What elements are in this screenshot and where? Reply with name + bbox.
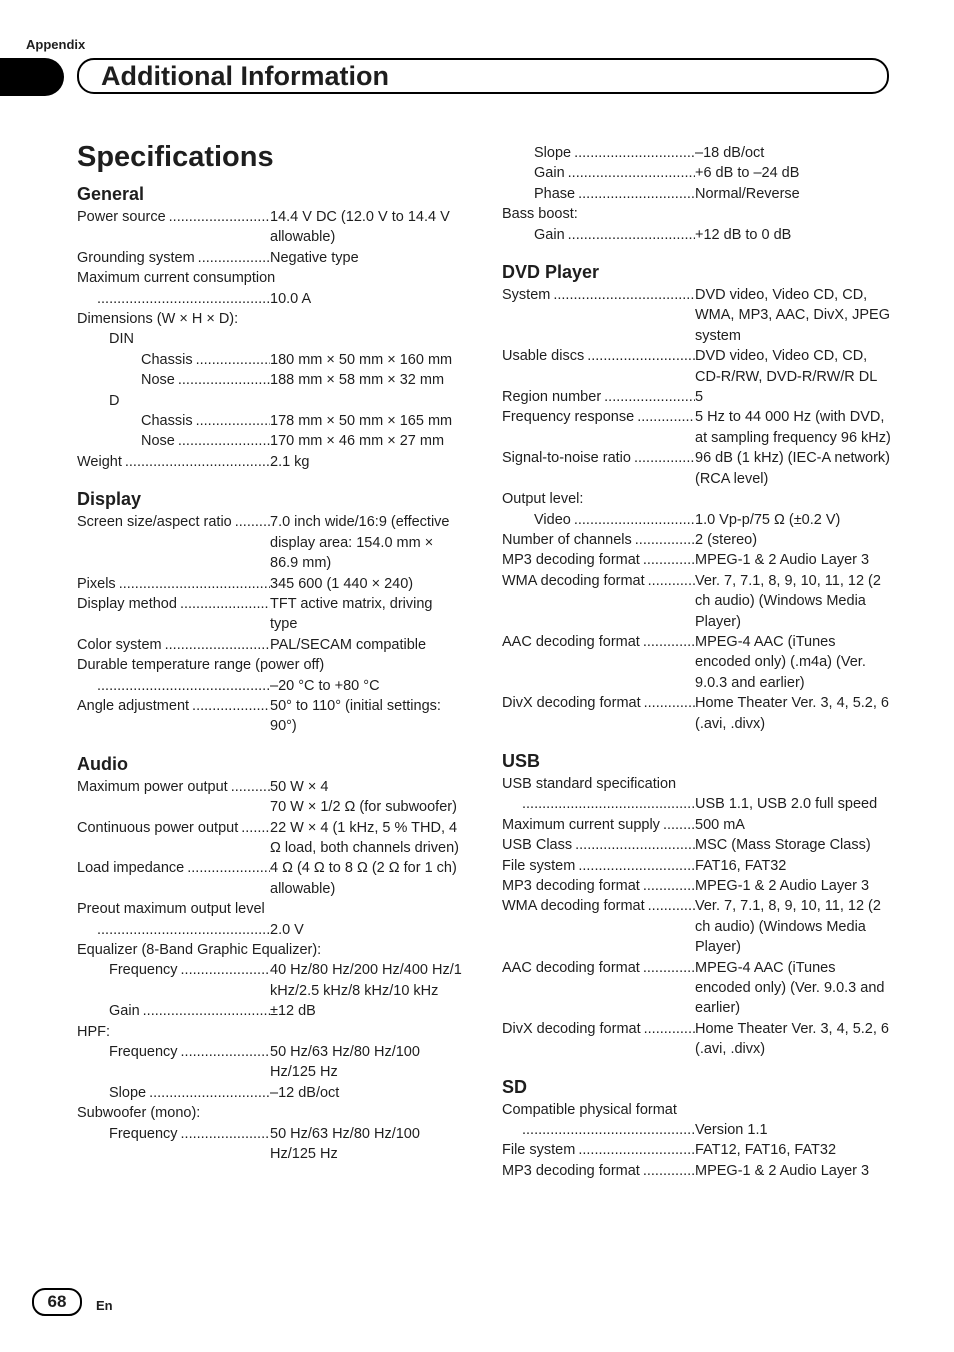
spec-label: Subwoofer (mono):: [77, 1105, 201, 1122]
spec-value: DVD video, Video CD, CD, CD-R/RW, DVD-R/RW/R DL: [695, 348, 878, 385]
spec-row: [502, 387, 892, 407]
spec-label: DivX decoding format: [502, 695, 641, 712]
spec-label: Bass boost:: [502, 206, 578, 223]
spec-value: 96 dB (1 kHz) (IEC-A network) (RCA level): [695, 450, 890, 487]
general-heading: General: [77, 184, 145, 204]
spec-value: 1.0 Vp-p/75 Ω (±0.2 V): [695, 511, 841, 528]
spec-value: +6 dB to –24 dB: [695, 165, 800, 182]
spec-label: Power source: [77, 209, 166, 225]
spec-value: 2.0 V: [270, 921, 304, 938]
spec-value: 70 W × 1/2 Ω (for subwoofer): [270, 799, 457, 816]
spec-label: AAC decoding format: [502, 959, 640, 976]
spec-row: [502, 184, 892, 204]
spec-row: [502, 958, 892, 1019]
display-heading: Display: [77, 489, 142, 510]
spec-sublabel: DIN: [109, 331, 134, 348]
sd-section: [502, 1076, 892, 1182]
spec-value: Home Theater Ver. 3, 4, 5.2, 6 (.avi, .divx): [695, 695, 889, 732]
spec-row: [502, 346, 892, 387]
spec-row: [502, 571, 892, 632]
spec-value: 50 W × 4: [270, 778, 329, 795]
spec-label: Dimensions (W × H × D):: [77, 311, 239, 328]
spec-value: Ver. 7, 7.1, 8, 9, 10, 11, 12 (2 ch audio) (Windows Media Player): [695, 572, 881, 630]
spec-value: MSC (Mass Storage Class): [695, 837, 871, 854]
spec-label: Screen size/aspect ratio: [77, 514, 232, 531]
spec-value: ±12 dB: [270, 1003, 316, 1020]
language-label: En: [96, 1298, 113, 1313]
spec-value: 178 mm × 50 mm × 165 mm: [270, 413, 453, 430]
spec-value: 50 Hz/63 Hz/80 Hz/100 Hz/125 Hz: [270, 1044, 420, 1081]
spec-row: [502, 856, 892, 876]
spec-row: [77, 431, 462, 451]
spec-label: Number of channels: [502, 531, 632, 548]
spec-row: [77, 920, 462, 940]
spec-label: Phase: [534, 185, 576, 202]
spec-value: 2.1 kg: [270, 453, 310, 470]
spec-row: [77, 1001, 462, 1021]
spec-value: MPEG-1 & 2 Audio Layer 3: [695, 1162, 870, 1179]
audio-heading: Audio: [77, 753, 128, 774]
spec-label: Grounding system: [77, 249, 195, 266]
spec-label: Slope: [534, 145, 572, 161]
spec-value: 5 Hz to 44 000 Hz (with DVD, at sampling frequency 96 kHz): [695, 409, 891, 446]
spec-value: 188 mm × 58 mm × 32 mm: [270, 372, 445, 389]
spec-value: 170 mm × 46 mm × 27 mm: [270, 433, 445, 450]
spec-label: Video: [534, 511, 571, 528]
spec-value: MPEG-1 & 2 Audio Layer 3: [695, 878, 870, 894]
spec-label: Gain: [534, 226, 565, 243]
spec-row: [77, 1083, 462, 1103]
spec-row: [77, 777, 462, 818]
spec-label: Usable discs: [502, 348, 585, 365]
spec-label: Compatible physical format: [502, 1101, 677, 1118]
spec-row: [502, 550, 892, 570]
spec-label: Maximum power output: [77, 778, 228, 795]
spec-row: [502, 794, 892, 814]
spec-sublabel: D: [109, 392, 120, 409]
spec-label: Nose: [141, 433, 175, 450]
spec-row: [77, 512, 462, 573]
spec-row: [77, 635, 462, 655]
section-title: Additional Information: [101, 61, 389, 91]
spec-value: 180 mm × 50 mm × 160 mm: [270, 351, 453, 368]
spec-value: 4 Ω (4 Ω to 8 Ω (2 Ω for 1 ch) allowable): [270, 860, 457, 897]
spec-row: [77, 1042, 462, 1083]
spec-row: [502, 1140, 892, 1160]
spec-value: 500 mA: [695, 816, 745, 833]
spec-row: [502, 163, 892, 183]
spec-value: –18 dB/oct: [695, 145, 765, 161]
spec-value: 40 Hz/80 Hz/200 Hz/400 Hz/1 kHz/2.5 kHz/8 kHz/10 kHz: [270, 962, 462, 999]
spec-row: [77, 289, 462, 309]
spec-value: MPEG-1 & 2 Audio Layer 3: [695, 552, 870, 569]
spec-value: MPEG-4 AAC (iTunes encoded only) (.m4a) (Ver. 9.0.3 and earlier): [695, 633, 866, 691]
spec-row: [77, 676, 462, 696]
spec-row: [502, 285, 892, 346]
spec-value: 22 W × 4 (1 kHz, 5 % THD, 4 Ω load, both channels driven): [270, 819, 459, 856]
spec-label: Nose: [141, 372, 175, 389]
spec-row: [77, 1124, 462, 1165]
spec-value: TFT active matrix, driving type: [270, 595, 433, 633]
section-tab-marker: [0, 58, 64, 96]
spec-row: [502, 530, 892, 550]
spec-value: 345 600 (1 440 × 240): [270, 575, 414, 592]
spec-label: Display method: [77, 595, 177, 612]
spec-row: [77, 818, 462, 859]
spec-label: AAC decoding format: [502, 633, 640, 650]
spec-label: Frequency: [109, 1125, 178, 1142]
spec-row: [502, 815, 892, 835]
spec-row: [502, 407, 892, 448]
spec-label: Frequency: [109, 1044, 178, 1061]
spec-label: Region number: [502, 389, 602, 406]
spec-label: Signal-to-noise ratio: [502, 450, 631, 467]
spec-label: Color system: [77, 636, 162, 653]
spec-value: 5: [695, 389, 704, 406]
spec-row: [77, 960, 462, 1001]
page-title: Specifications: [77, 141, 274, 173]
spec-row: [502, 876, 892, 896]
spec-row: [77, 411, 462, 431]
spec-label: Durable temperature range (power off): [77, 657, 325, 674]
usb-heading: USB: [502, 750, 541, 771]
spec-value: 2 (stereo): [695, 531, 758, 548]
spec-label: Maximum current consumption: [77, 270, 276, 287]
spec-value: Negative type: [270, 249, 359, 266]
section-header: [77, 58, 889, 94]
audio-section: [77, 753, 462, 1165]
spec-label: WMA decoding format: [502, 898, 645, 915]
spec-label: System: [502, 287, 551, 304]
page-number: 68: [32, 1288, 82, 1316]
audio-continued: [502, 143, 892, 245]
spec-label: Frequency: [109, 962, 178, 979]
spec-row: [502, 896, 892, 957]
spec-label: Weight: [77, 453, 122, 470]
spec-value: Ver. 7, 7.1, 8, 9, 10, 11, 12 (2 ch audio) (Windows Media Player): [695, 898, 881, 956]
spec-label: MP3 decoding format: [502, 1162, 640, 1179]
spec-row: [77, 370, 462, 390]
spec-label: Load impedance: [77, 860, 185, 877]
spec-row: [77, 696, 462, 737]
spec-label: MP3 decoding format: [502, 878, 640, 894]
right-column: [502, 143, 892, 1197]
spec-row: [502, 1161, 892, 1181]
spec-row: [502, 835, 892, 855]
spec-label: DivX decoding format: [502, 1020, 641, 1037]
sd-heading: SD: [502, 1076, 528, 1097]
spec-row: [502, 632, 892, 693]
spec-value: DVD video, Video CD, CD, WMA, MP3, AAC, DivX, JPEG system: [695, 287, 890, 344]
spec-row: [77, 594, 462, 635]
spec-value: 14.4 V DC (12.0 V to 14.4 V allowable): [270, 209, 450, 246]
spec-label: File system: [502, 1142, 576, 1159]
spec-value: Home Theater Ver. 3, 4, 5.2, 6 (.avi, .divx): [695, 1020, 889, 1058]
usb-section: [502, 750, 892, 1060]
spec-label: Chassis: [141, 413, 193, 430]
spec-label: Maximum current supply: [502, 816, 660, 833]
spec-label: File system: [502, 857, 576, 874]
spec-value: FAT16, FAT32: [695, 857, 787, 874]
spec-value: 10.0 A: [270, 290, 312, 307]
spec-label: Pixels: [77, 575, 116, 592]
left-column: [77, 183, 462, 1180]
dvd-section: [502, 261, 892, 734]
spec-row: [77, 574, 462, 594]
spec-label: Equalizer (8-Band Graphic Equalizer):: [77, 942, 322, 958]
spec-value: –20 °C to +80 °C: [270, 677, 380, 694]
spec-row: [77, 858, 462, 899]
spec-label: Chassis: [141, 351, 193, 368]
spec-value: +12 dB to 0 dB: [695, 226, 792, 243]
appendix-label: Appendix: [26, 37, 86, 52]
spec-label: Output level:: [502, 491, 584, 508]
spec-value: Normal/Reverse: [695, 185, 800, 202]
spec-label: Frequency response: [502, 409, 635, 426]
spec-label: Slope: [109, 1084, 147, 1101]
display-section: [77, 488, 462, 736]
spec-label: HPF:: [77, 1023, 111, 1040]
spec-value: USB 1.1, USB 2.0 full speed: [695, 796, 878, 813]
spec-label: USB standard specification: [502, 775, 677, 792]
spec-row: [502, 693, 892, 734]
spec-row: [502, 225, 892, 245]
spec-row: [502, 448, 892, 489]
spec-row: [77, 350, 462, 370]
spec-value: –12 dB/oct: [270, 1084, 340, 1101]
spec-row: [77, 248, 462, 268]
spec-value: PAL/SECAM compatible: [270, 636, 427, 653]
dvd-heading: DVD Player: [502, 262, 600, 283]
spec-label: MP3 decoding format: [502, 552, 640, 569]
spec-label: WMA decoding format: [502, 572, 645, 589]
spec-label: Gain: [109, 1003, 140, 1020]
general-section: [77, 183, 462, 472]
spec-label: Angle adjustment: [77, 697, 190, 714]
spec-value: 50 Hz/63 Hz/80 Hz/100 Hz/125 Hz: [270, 1125, 420, 1163]
spec-label: Preout maximum output level: [77, 901, 265, 918]
spec-value: Version 1.1: [695, 1122, 768, 1139]
spec-label: Continuous power output: [77, 819, 239, 836]
spec-row: [502, 1019, 892, 1060]
spec-value: 7.0 inch wide/16:9 (effective display area: 154.0 mm × 86.9 mm): [270, 514, 450, 572]
spec-value: FAT12, FAT16, FAT32: [695, 1142, 837, 1159]
spec-label: Gain: [534, 165, 565, 182]
spec-row: [77, 207, 462, 248]
spec-value: 50° to 110° (initial settings: 90°): [270, 697, 441, 735]
spec-label: USB Class: [502, 837, 573, 854]
spec-row: [502, 143, 892, 163]
spec-value: MPEG-4 AAC (iTunes encoded only) (Ver. 9.0.3 and earlier): [695, 959, 885, 1017]
spec-row: [77, 452, 462, 472]
spec-row: [502, 510, 892, 530]
spec-row: [502, 1120, 892, 1140]
